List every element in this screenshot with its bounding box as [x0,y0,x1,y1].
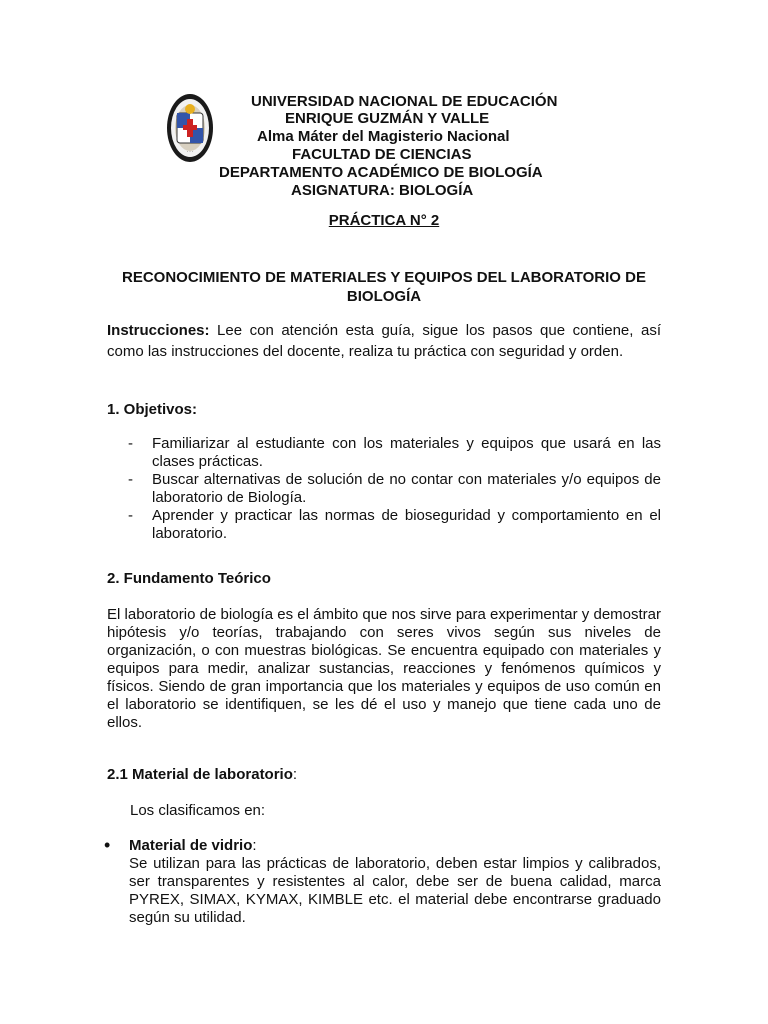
department-name: DEPARTAMENTO ACADÉMICO DE BIOLOGÍA [219,164,543,181]
university-name: UNIVERSIDAD NACIONAL DE EDUCACIÓN [251,93,558,110]
objectives-heading: 1. Objetivos: [107,401,198,418]
dash-marker: - [128,435,133,452]
objectives-list [107,435,661,543]
instructions-paragraph [107,320,661,362]
instructions-text: Lee con atención esta guía, sigue los pasos que contiene, así como las instrucciones del docente, realiza tu práctica con seguridad y orden. [107,322,661,360]
glass-material-label: Material de vidrio [129,837,253,854]
document-title: RECONOCIMIENTO DE MATERIALES Y EQUIPOS DEL LABORATORIO DE BIOLOGÍA [122,269,646,305]
practice-number: PRÁCTICA N° 2 [328,212,440,229]
classification-intro: Los clasificamos en: [130,802,266,819]
university-subname: ENRIQUE GUZMÁN Y VALLE [285,110,490,127]
faculty-name: FACULTAD DE CIENCIAS [292,146,472,163]
university-motto: Alma Máter del Magisterio Nacional [257,128,510,145]
dash-marker: - [128,471,133,488]
list-item: - Aprender y practicar las normas de bioseguridad y comportamiento en el laboratorio. [128,507,661,542]
subject-name: ASIGNATURA: BIOLOGÍA [291,182,474,199]
lab-material-heading: 2.1 Material de laboratorio: [107,766,298,783]
glass-material-text: Se utilizan para las prácticas de laboratorio, deben estar limpios y calibrados, ser transparentes y resistentes al calor, debe ser de buena calidad, marca PYREX, SIMAX, KYMAX, KIMBLE etc. el material debe encontrarse graduado según su utilidad. [129,855,661,926]
list-item: - Familiarizar al estudiante con los materiales y equipos que usará en las clases prácticas. [128,435,661,470]
glass-material-label-line: Material de vidrio: [129,837,257,854]
university-seal-icon [166,93,214,163]
bullet-marker: • [104,835,111,855]
theory-paragraph: El laboratorio de biología es el ámbito que nos sirve para experimentar y demostrar hipótesis y/o teorías, trabajando con seres vivos según sus niveles de organización, o con muestras biológicas. Se encuentra equipado con materiales y equipos para medir, analizar sustancias, reacciones y fenómenos químicos y físicos. Siendo de gran importancia que los materiales y equipos de uso común en el laboratorio se identifiquen, se les dé el uso y manejo que tiene cada uno de ellos. [107,606,661,731]
instructions-label: Instrucciones: [107,322,210,339]
svg-text:· · ·: · · · [186,149,194,154]
glass-material-item [104,835,661,927]
list-item: - Buscar alternativas de solución de no contar con materiales y/o equipos de laboratorio de Biología. [128,471,661,506]
dash-marker: - [128,507,133,524]
theory-heading: 2. Fundamento Teórico [107,570,271,587]
